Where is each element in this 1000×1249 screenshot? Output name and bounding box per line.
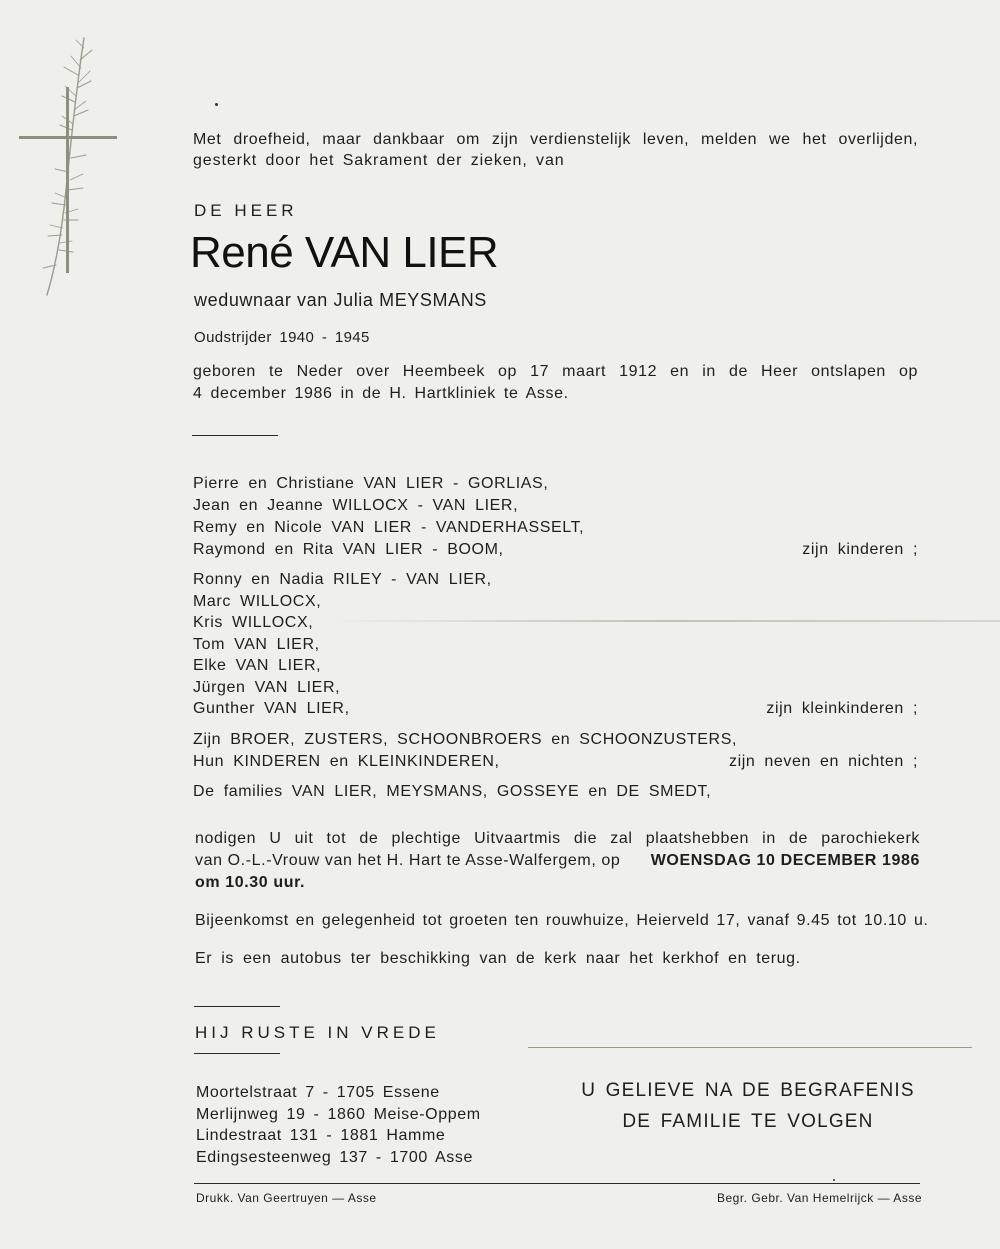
address-line: Edingsesteenweg 137 - 1700 Asse [196, 1149, 473, 1166]
funeral-line-2 [195, 852, 920, 870]
address-line: Lindestraat 131 - 1881 Hamme [196, 1127, 446, 1144]
notice-line-1: U GELIEVE NA DE BEGRAFENIS [581, 1080, 915, 1101]
birth-line-1: geboren te Neder over Heembeek op 17 maart 1912 en in de Heer ontslapen op [193, 363, 918, 380]
veteran-line: Oudstrijder 1940 - 1945 [194, 329, 370, 346]
grandchildren-relation: zijn kleinkinderen ; [766, 700, 918, 717]
gathering-line: Bijeenkomst en gelegenheid tot groeten ten rouwhuize, Heierveld 17, vanaf 9.45 tot 10.10 u. [195, 912, 929, 929]
widower-line: weduwnaar van Julia MEYSMANS [194, 290, 487, 310]
divider [194, 1006, 280, 1007]
printer-credit: Drukk. Van Geertruyen — Asse [196, 1191, 377, 1205]
grandchild-row: Gunther VAN LIER, [193, 700, 350, 717]
child-row: Raymond en Rita VAN LIER - BOOM, [193, 541, 504, 558]
child-row: Pierre en Christiane VAN LIER - GORLIAS, [193, 475, 549, 492]
undertaker-credit: Begr. Gebr. Van Hemelrijck — Asse [716, 1191, 922, 1205]
divider [192, 435, 278, 436]
grandchild-row: Marc WILLOCX, [193, 593, 322, 610]
birth-line-2: 4 december 1986 in de H. Hartkliniek te Asse. [193, 385, 569, 402]
siblings-relation: zijn neven en nichten ; [728, 753, 918, 770]
notice-rule [528, 1047, 972, 1048]
cross-icon [14, 30, 124, 300]
notice-line-2: DE FAMILIE TE VOLGEN [622, 1111, 874, 1132]
address-line: Merlijnweg 19 - 1860 Meise-Oppem [196, 1106, 481, 1123]
families-line: De families VAN LIER, MEYSMANS, GOSSEYE en DE SMEDT, [193, 783, 712, 800]
grandchild-row: Jürgen VAN LIER, [193, 679, 341, 696]
grandchild-row: Ronny en Nadia RILEY - VAN LIER, [193, 571, 492, 588]
address-line: Moortelstraat 7 - 1705 Essene [196, 1084, 440, 1101]
child-row: Remy en Nicole VAN LIER - VANDERHASSELT, [193, 519, 585, 536]
ink-dot [215, 103, 218, 106]
bus-line: Er is een autobus ter beschikking van de kerk naar het kerkhof en terug. [195, 950, 801, 967]
siblings-line-1: Zijn BROER, ZUSTERS, SCHOONBROERS en SCHOONZUSTERS, [193, 731, 738, 748]
funeral-church: van O.-L.-Vrouw van het H. Hart te Asse-Walfergem, op [195, 852, 621, 869]
footer-rule [194, 1183, 920, 1184]
siblings-line-2: Hun KINDEREN en KLEINKINDEREN, [193, 753, 500, 770]
child-row: Jean en Jeanne WILLOCX - VAN LIER, [193, 497, 519, 514]
honorific: DE HEER [194, 201, 298, 220]
deceased-name: René VAN LIER [190, 228, 499, 277]
grandchild-row: Elke VAN LIER, [193, 657, 322, 674]
funeral-time: om 10.30 uur. [195, 874, 306, 891]
funeral-date: WOENSDAG 10 DECEMBER 1986 [650, 852, 920, 869]
paper-fold-line [330, 620, 1000, 622]
children-relation: zijn kinderen ; [802, 541, 918, 558]
intro-line-1: Met droefheid, maar dankbaar om zijn verdienstelijk leven, melden we het overlijden, [193, 131, 918, 148]
ink-dot [833, 1179, 835, 1181]
funeral-line-1: nodigen U uit tot de plechtige Uitvaartmis die zal plaatshebben in de parochiekerk [195, 830, 920, 847]
grandchild-row: Tom VAN LIER, [193, 636, 320, 653]
intro-line-2: gesterkt door het Sakrament der zieken, van [193, 152, 565, 169]
divider [194, 1053, 280, 1054]
grandchild-row: Kris WILLOCX, [193, 614, 314, 631]
rest-in-peace: HIJ RUSTE IN VREDE [195, 1023, 440, 1042]
